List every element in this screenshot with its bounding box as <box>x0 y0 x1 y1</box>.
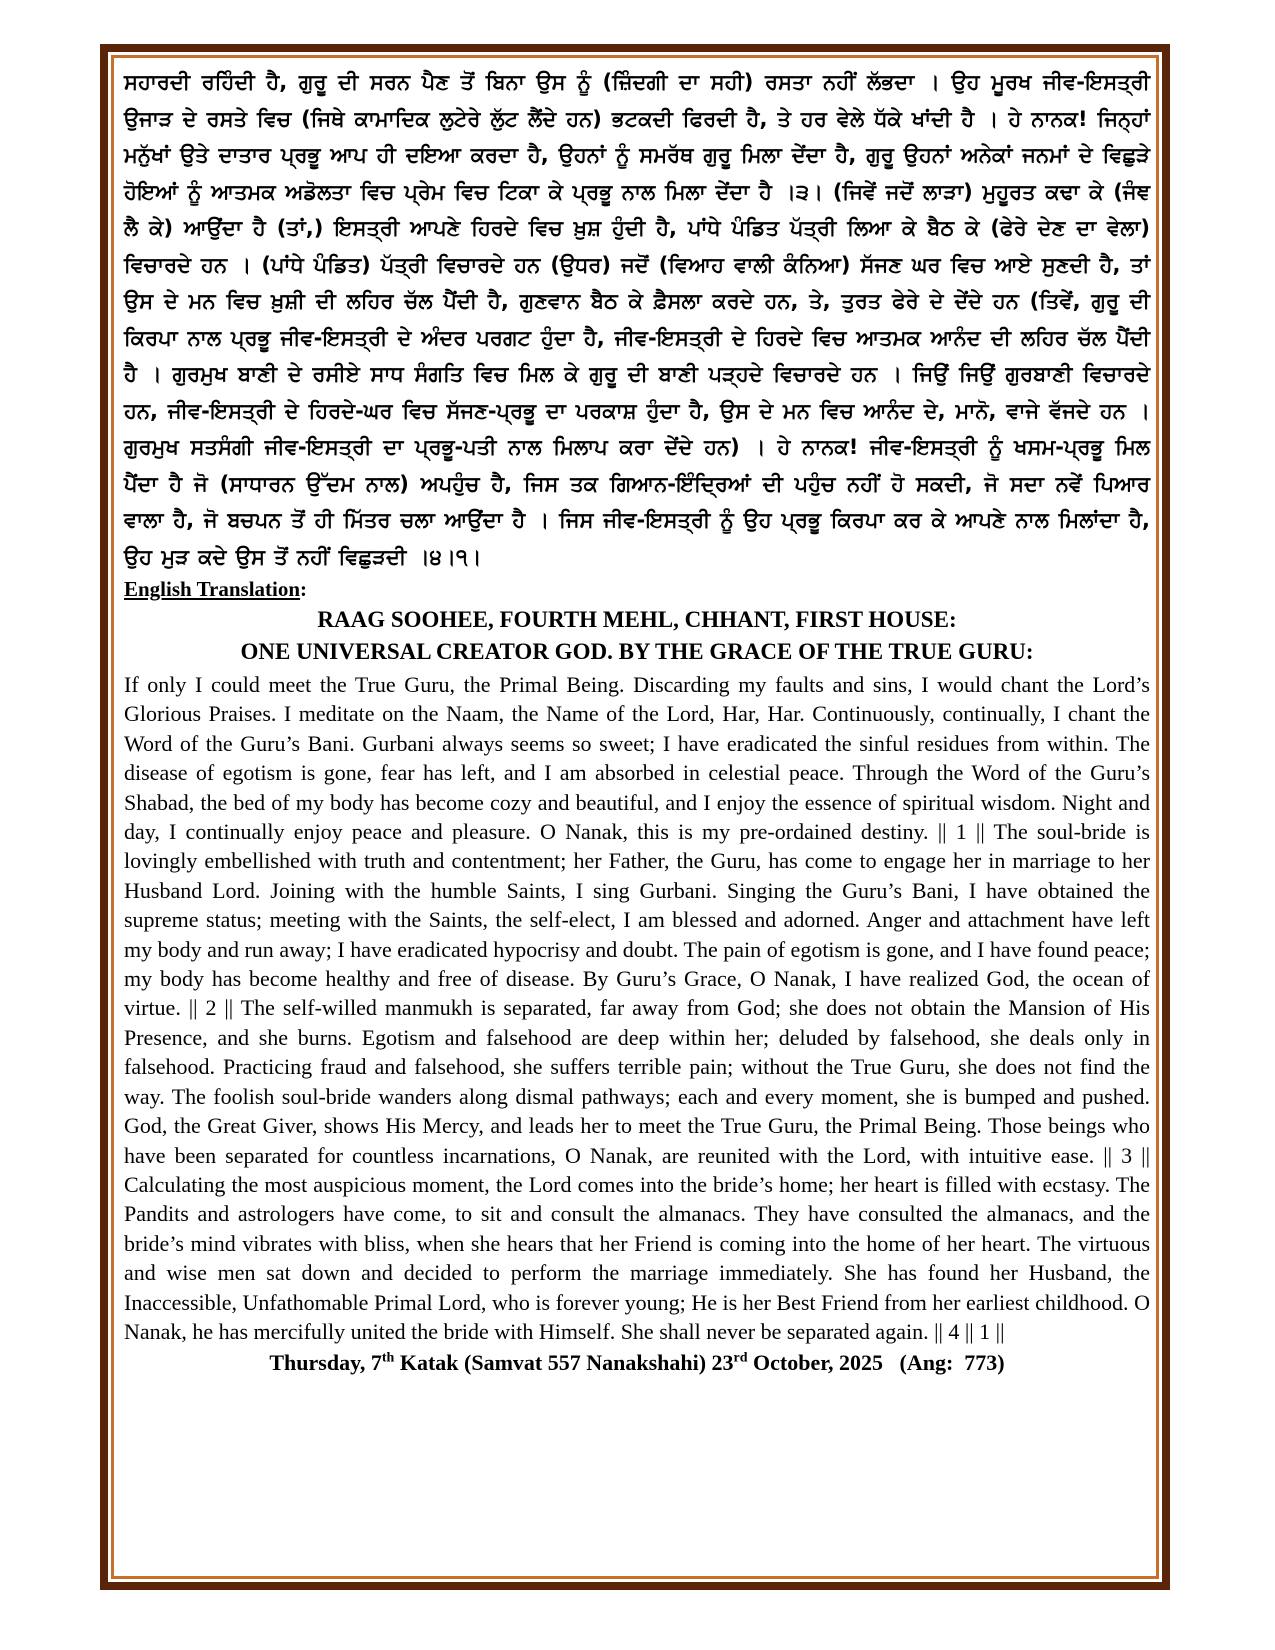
gurmukhi-explanation: ਸਹਾਰਦੀ ਰਹਿੰਦੀ ਹੈ, ਗੁਰੂ ਦੀ ਸਰਨ ਪੈਣ ਤੋਂ ਬਿਨਾ ਉਸ ਨੂੰ (ਜ਼ਿੰਦਗੀ ਦਾ ਸਹੀ) ਰਸਤਾ ਨਹੀਂ ਲੱਭਦਾ । ਉਹ ਮੂਰਖ ਜੀਵ-ਇਸਤ੍ਰੀ ਉਜਾੜ ਦੇ ਰਸਤੇ ਵਿਚ (ਜਿਥੇ ਕਾਮਾਦਿਕ ਲੁਟੇਰੇ ਲੁੱਟ ਲੈਂਦੇ ਹਨ) ਭਟਕਦੀ ਫਿਰਦੀ ਹੈ, ਤੇ ਹਰ ਵੇਲੇ ਧੱਕੇ ਖਾਂਦੀ ਹੈ । ਹੇ ਨਾਨਕ! ਜਿਨ੍ਹਾਂ ਮਨੁੱਖਾਂ ਉਤੇ ਦਾਤਾਰ ਪ੍ਰਭੂ ਆਪ ਹੀ ਦਇਆ ਕਰਦਾ ਹੈ, ਉਹਨਾਂ ਨੂੰ ਸਮਰੱਥ ਗੁਰੂ ਮਿਲਾ ਦੇਂਦਾ ਹੈ, ਗੁਰੂ ਉਹਨਾਂ ਅਨੇਕਾਂ ਜਨਮਾਂ ਦੇ ਵਿਛੁੜੇ ਹੋਇਆਂ ਨੂੰ ਆਤਮਕ ਅਡੋਲਤਾ ਵਿਚ ਪ੍ਰੇਮ ਵਿਚ ਟਿਕਾ ਕੇ ਪ੍ਰਭੂ ਨਾਲ ਮਿਲਾ ਦੇਂਦਾ ਹੈ ।੩। (ਜਿਵੇਂ ਜਦੋਂ ਲਾੜਾ) ਮੁਹੂਰਤ ਕਢਾ ਕੇ (ਜੰਞ ਲੈ ਕੇ) ਆਉਂਦਾ ਹੈ (ਤਾਂ,) ਇਸਤ੍ਰੀ ਆਪਣੇ ਹਿਰਦੇ ਵਿਚ ਖ਼ੁਸ਼ ਹੁੰਦੀ ਹੈ, ਪਾਂਧੇ ਪੰਡਿਤ ਪੱਤ੍ਰੀ ਲਿਆ ਕੇ ਬੈਠ ਕੇ (ਫੇਰੇ ਦੇਣ ਦਾ ਵੇਲਾ) ਵਿਚਾਰਦੇ ਹਨ । (ਪਾਂਧੇ ਪੰਡਿਤ) ਪੱਤ੍ਰੀ ਵਿਚਾਰਦੇ ਹਨ (ਉਧਰ) ਜਦੋਂ (ਵਿਆਹ ਵਾਲੀ ਕੰਨਿਆ) ਸੱਜਣ ਘਰ ਵਿਚ ਆਏ ਸੁਣਦੀ ਹੈ, ਤਾਂ ਉਸ ਦੇ ਮਨ ਵਿਚ ਖ਼ੁਸ਼ੀ ਦੀ ਲਹਿਰ ਚੱਲ ਪੈਂਦੀ ਹੈ, ਗੁਣਵਾਨ ਬੈਠ ਕੇ ਫ਼ੈਸਲਾ ਕਰਦੇ ਹਨ, ਤੇ, ਤੁਰਤ ਫੇਰੇ ਦੇ ਦੇਂਦੇ ਹਨ (ਤਿਵੇਂ, ਗੁਰੂ ਦੀ ਕਿਰਪਾ ਨਾਲ ਪ੍ਰਭੂ ਜੀਵ-ਇਸਤ੍ਰੀ ਦੇ ਅੰਦਰ ਪਰਗਟ ਹੁੰਦਾ ਹੈ, ਜੀਵ-ਇਸਤ੍ਰੀ ਦੇ ਹਿਰਦੇ ਵਿਚ ਆਤਮਕ ਆਨੰਦ ਦੀ ਲਹਿਰ ਚੱਲ ਪੈਂਦੀ ਹੈ । ਗੁਰਮੁਖ ਬਾਣੀ ਦੇ ਰਸੀਏ ਸਾਧ ਸੰਗਤਿ ਵਿਚ ਮਿਲ ਕੇ ਗੁਰੂ ਦੀ ਬਾਣੀ ਪੜ੍ਹਦੇ ਵਿਚਾਰਦੇ ਹਨ । ਜਿਉਂ ਜਿਉਂ ਗੁਰਬਾਣੀ ਵਿਚਾਰਦੇ ਹਨ, ਜੀਵ-ਇਸਤ੍ਰੀ ਦੇ ਹਿਰਦੇ-ਘਰ ਵਿਚ ਸੱਜਣ-ਪ੍ਰਭੂ ਦਾ ਪਰਕਾਸ਼ ਹੁੰਦਾ ਹੈ, ਉਸ ਦੇ ਮਨ ਵਿਚ ਆਨੰਦ ਦੇ, ਮਾਨੋ, ਵਾਜੇ ਵੱਜਦੇ ਹਨ । ਗੁਰਮੁਖ ਸਤਸੰਗੀ ਜੀਵ-ਇਸਤ੍ਰੀ ਦਾ ਪ੍ਰਭੂ-ਪਤੀ ਨਾਲ ਮਿਲਾਪ ਕਰਾ ਦੇਂਦੇ ਹਨ) । ਹੇ ਨਾਨਕ! ਜੀਵ-ਇਸਤ੍ਰੀ ਨੂੰ ਖਸਮ-ਪ੍ਰਭੂ ਮਿਲ ਪੈਂਦਾ ਹੈ ਜੋ (ਸਾਧਾਰਨ ਉੱਦਮ ਨਾਲ) ਅਪਹੁੰਚ ਹੈ, ਜਿਸ ਤਕ ਗਿਆਨ-ਇੰਦ੍ਰਿਆਂ ਦੀ ਪਹੁੰਚ ਨਹੀਂ ਹੋ ਸਕਦੀ, ਜੋ ਸਦਾ ਨਵੇਂ ਪਿਆਰ ਵਾਲਾ ਹੈ, ਜੋ ਬਚਪਨ ਤੋਂ ਹੀ ਮਿੱਤਰ ਚਲਾ ਆਉਂਦਾ ਹੈ । ਜਿਸ ਜੀਵ-ਇਸਤ੍ਰੀ ਨੂੰ ਉਹ ਪ੍ਰਭੂ ਕਿਰਪਾ ਕਰ ਕੇ ਆਪਣੇ ਨਾਲ ਮਿਲਾਂਦਾ ਹੈ, ਉਹ ਮੁੜ ਕਦੇ ਉਸ ਤੋਂ ਨਹੀਂ ਵਿਛੁੜਦੀ ।੪।੧। <box>124 70 1150 569</box>
raag-heading: RAAG SOOHEE, FOURTH MEHL, CHHANT, FIRST HOUSE: <box>317 607 957 632</box>
english-translation-label <box>124 577 1150 602</box>
mool-mantar-heading: ONE UNIVERSAL CREATOR GOD. BY THE GRACE OF THE TRUE GURU: <box>240 639 1034 664</box>
document-body <box>124 64 1150 1376</box>
footer-rest: October, 2025 (Ang: 773) <box>747 1350 1005 1376</box>
english-translation-text: If only I could meet the True Guru, the Primal Being. Discarding my faults and sins, I would chant the Lord’s Glorious Praises. I meditate on the Naam, the Name of the Lord, Har, Har. Continuously, continually, I chant the Word of the Guru’s Bani. Gurbani always seems so sweet; I have eradicated the sinful residues from within. The disease of egotism is gone, fear has left, and I am absorbed in celestial peace. Through the Word of the Guru’s Shabad, the bed of my body has become cozy and beautiful, and I enjoy the essence of spiritual wisdom. Night and day, I continually enjoy peace and pleasure. O Nanak, this is my pre-ordained destiny. || 1 || The soul-bride is lovingly embellished with truth and contentment; her Father, the Guru, has come to engage her in marriage to her Husband Lord. Joining with the humble Saints, I sing Gurbani. Singing the Guru’s Bani, I have obtained the supreme status; meeting with the Saints, the self-elect, I am blessed and adorned. Anger and attachment have left my body and run away; I have eradicated hypocrisy and doubt. The pain of egotism is gone, and I have found peace; my body has become healthy and free of disease. By Guru’s Grace, O Nanak, I have realized God, the ocean of virtue. || 2 || The self-willed manmukh is separated, far away from God; she does not obtain the Mansion of His Presence, and she burns. Egotism and falsehood are deep within her; deluded by falsehood, she deals only in falsehood. Practicing fraud and falsehood, she suffers terrible pain; without the True Guru, she does not find the way. The foolish soul-bride wanders along dismal pathways; each and every moment, she is bumped and pushed. God, the Great Giver, shows His Mercy, and leads her to meet the True Guru, the Primal Being. Those beings who have been separated for countless incarnations, O Nanak, are reunited with the Lord, with intuitive ease. || 3 || Calculating the most auspicious moment, the Lord comes into the bride’s home; her heart is filled with ecstasy. The Pandits and astrologers have come, to sit and consult the almanacs. They have consulted the almanacs, and the bride’s mind vibrates with bliss, when she hears that her Friend is coming into the home of her heart. The virtuous and wise men sat down and decided to perform the marriage immediately. She has found her Husband, the Inaccessible, Unfathomable Primal Lord, who is forever young; He is her Best Friend from her earliest childhood. O Nanak, he has mercifully united the bride with Himself. She shall never be separated again. || 4 || 1 || <box>124 672 1150 1344</box>
footer-date-suffix: rd <box>733 1351 748 1367</box>
footer-day-suffix: th <box>381 1351 395 1367</box>
date-footer <box>124 1350 1150 1376</box>
english-label-colon: : <box>300 577 308 601</box>
english-label-text: English Translation <box>124 577 301 601</box>
footer-month: Katak (Samvat 557 Nanakshahi) 23 <box>394 1350 734 1376</box>
footer-day: Thursday, 7 <box>269 1350 382 1376</box>
